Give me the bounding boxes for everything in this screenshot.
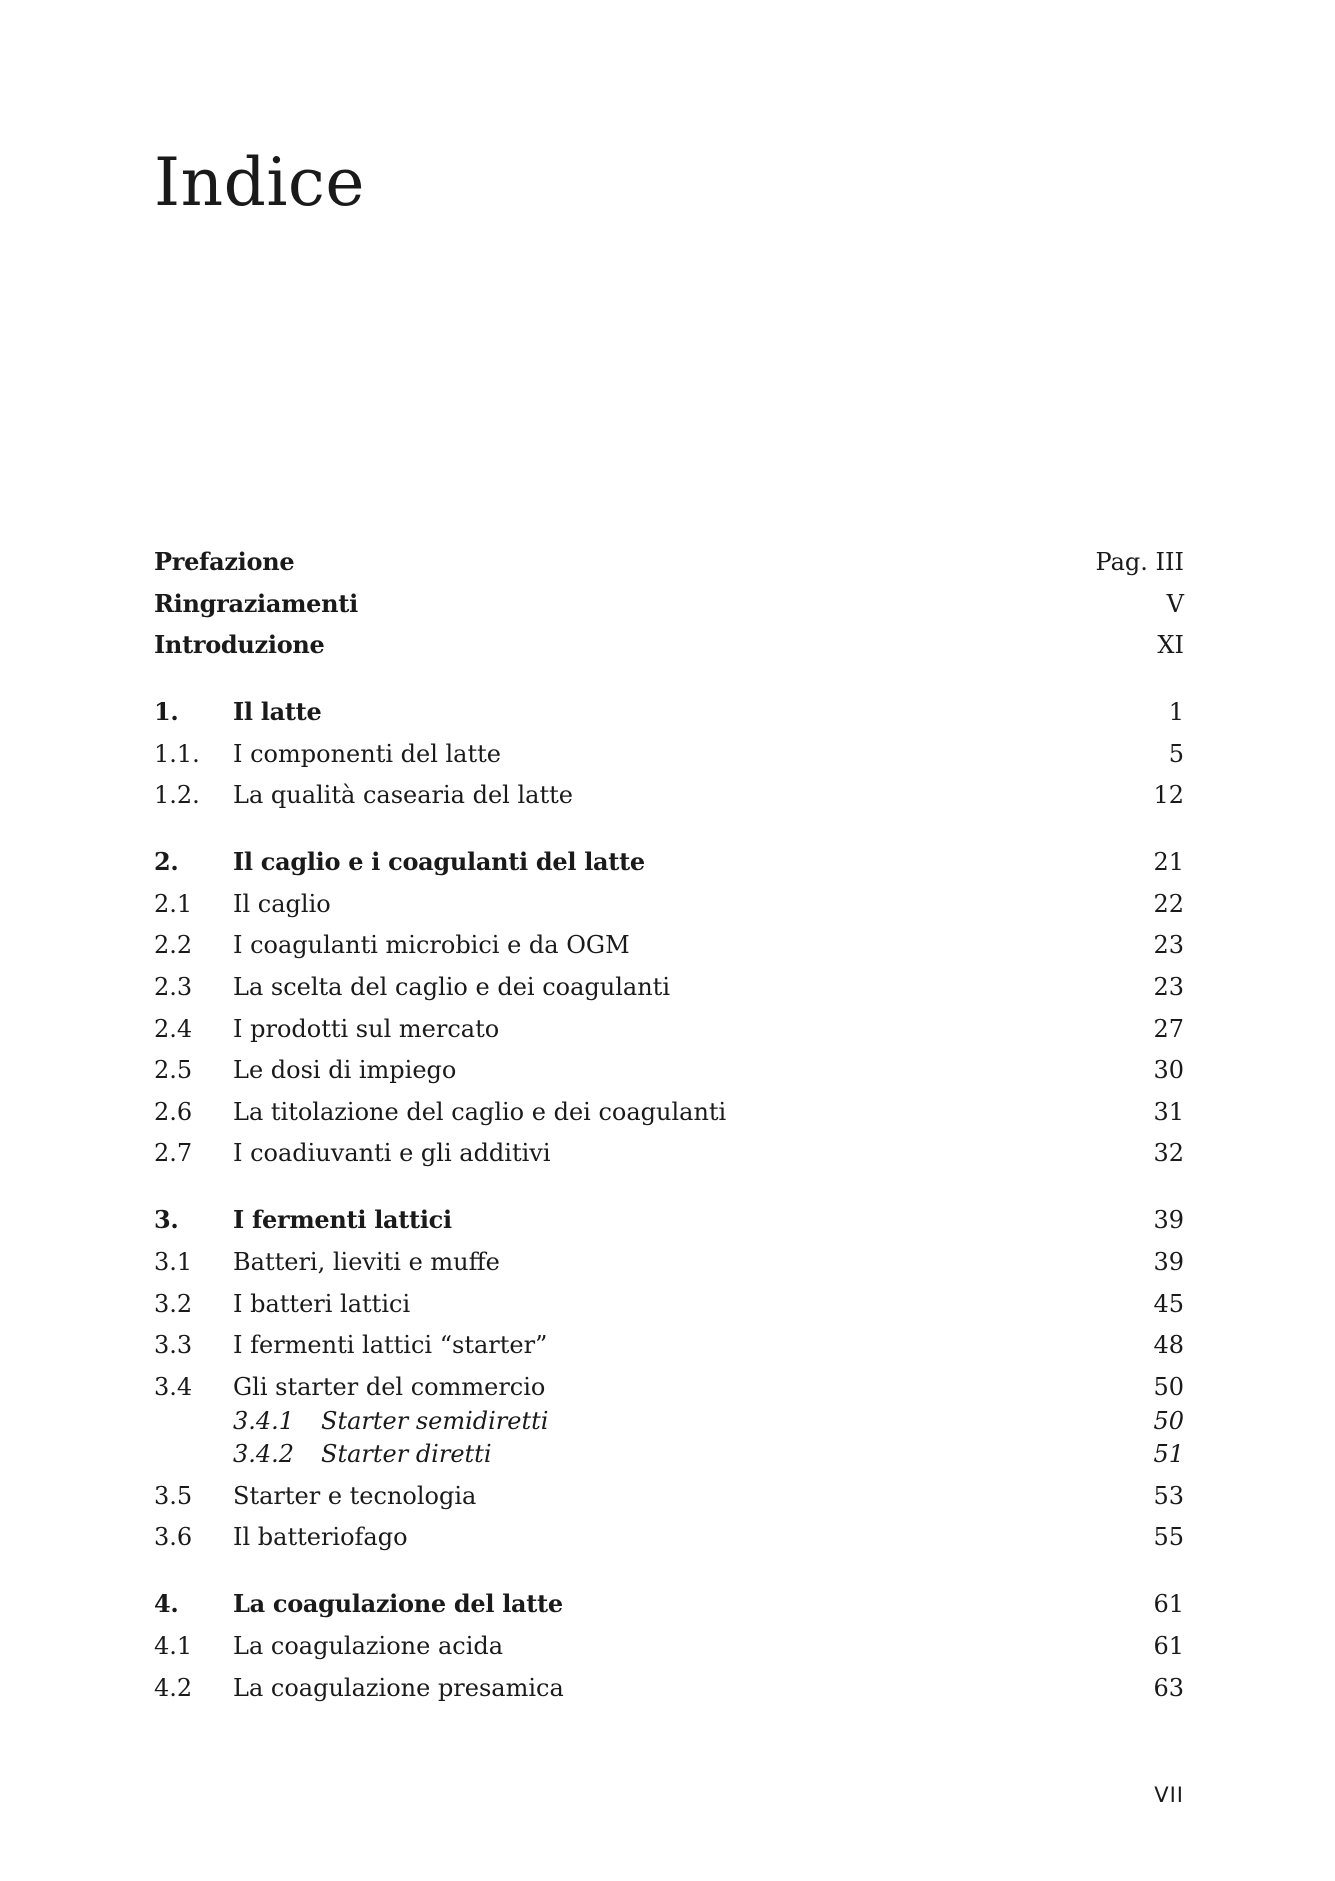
toc-entry-page: 39: [1153, 1248, 1184, 1276]
toc-entry: [154, 1671, 1184, 1705]
toc-entry-number: 1.1.: [154, 740, 200, 768]
toc-entry-title: Introduzione: [154, 630, 325, 659]
toc-entry-number: 2.: [154, 847, 179, 876]
toc-entry: [154, 1012, 1184, 1046]
toc-entry-title: Gli starter del commercio: [233, 1373, 546, 1401]
toc-entry: [154, 1053, 1184, 1087]
toc-entry-title: La coagulazione del latte: [233, 1589, 563, 1618]
toc-entry: [154, 887, 1184, 921]
toc-entry-number: 2.4: [154, 1015, 193, 1043]
toc-entry-page: 50: [1153, 1407, 1184, 1435]
toc-entry-page: 12: [1153, 781, 1184, 809]
toc-entry-number: 3.4.2: [233, 1440, 295, 1468]
toc-entry-number: 2.6: [154, 1098, 193, 1126]
toc-entry: [154, 1520, 1184, 1554]
toc-entry-page: 45: [1153, 1290, 1184, 1318]
toc-entry: [154, 1629, 1184, 1663]
toc-entry: [154, 970, 1184, 1004]
toc-entry-number: 2.1: [154, 890, 193, 918]
toc-entry-number: 3.6: [154, 1523, 193, 1551]
table-of-contents: [154, 0, 1184, 1881]
toc-entry-number: 2.5: [154, 1056, 193, 1084]
toc-entry-title: Il latte: [233, 697, 322, 726]
toc-entry-page: 63: [1153, 1674, 1184, 1702]
toc-entry-title: Ringraziamenti: [154, 589, 358, 618]
toc-entry-number: 4.2: [154, 1674, 193, 1702]
toc-entry-page: 5: [1168, 740, 1184, 768]
toc-entry-title: Prefazione: [154, 547, 295, 576]
page-title: Indice: [154, 144, 365, 221]
toc-entry-page: V: [1166, 590, 1184, 618]
toc-entry-number: 1.2.: [154, 781, 200, 809]
toc-entry-title: Le dosi di impiego: [233, 1056, 457, 1084]
toc-entry-page: 30: [1153, 1056, 1184, 1084]
toc-entry: [154, 778, 1184, 812]
toc-entry: [154, 545, 1184, 579]
toc-entry-title: I componenti del latte: [233, 740, 501, 768]
toc-entry-page: 61: [1153, 1590, 1184, 1618]
toc-entry-title: I fermenti lattici “starter”: [233, 1331, 548, 1359]
toc-entry-number: 3.3: [154, 1331, 193, 1359]
toc-entry-title: Starter e tecnologia: [233, 1482, 477, 1510]
toc-entry-number: 3.4: [154, 1373, 193, 1401]
toc-entry-title: Starter semidiretti: [321, 1407, 549, 1435]
toc-entry-page: 23: [1153, 931, 1184, 959]
toc-entry: [154, 587, 1184, 621]
toc-entry-title: Il batteriofago: [233, 1523, 408, 1551]
toc-entry-page: 1: [1168, 698, 1184, 726]
toc-entry-page: 53: [1153, 1482, 1184, 1510]
toc-entry: [154, 1404, 1184, 1438]
toc-entry-page: Pag. III: [1095, 548, 1184, 576]
toc-entry: [154, 1136, 1184, 1170]
toc-entry: [154, 845, 1184, 879]
toc-entry-number: 3.5: [154, 1482, 193, 1510]
toc-entry-title: I batteri lattici: [233, 1290, 411, 1318]
toc-entry-number: 4.: [154, 1589, 179, 1618]
toc-entry-title: Starter diretti: [321, 1440, 492, 1468]
toc-entry-page: 61: [1153, 1632, 1184, 1660]
toc-entry-title: Batteri, lieviti e muffe: [233, 1248, 500, 1276]
toc-entry: [154, 1245, 1184, 1279]
toc-entry-page: 39: [1153, 1206, 1184, 1234]
toc-entry: [154, 1370, 1184, 1404]
toc-entry-page: XI: [1157, 631, 1184, 659]
toc-entry: [154, 928, 1184, 962]
toc-entry-page: 22: [1153, 890, 1184, 918]
toc-entry: [154, 1437, 1184, 1471]
toc-entry-page: 31: [1153, 1098, 1184, 1126]
toc-entry-title: La coagulazione presamica: [233, 1674, 564, 1702]
toc-entry-title: Il caglio e i coagulanti del latte: [233, 847, 645, 876]
toc-entry: [154, 1095, 1184, 1129]
toc-entry-page: 32: [1153, 1139, 1184, 1167]
toc-entry-page: 48: [1153, 1331, 1184, 1359]
toc-entry-title: La scelta del caglio e dei coagulanti: [233, 973, 670, 1001]
page-number: VII: [1154, 1783, 1184, 1807]
toc-entry-title: I prodotti sul mercato: [233, 1015, 500, 1043]
toc-entry: [154, 1287, 1184, 1321]
toc-entry: [154, 1203, 1184, 1237]
toc-entry-page: 27: [1153, 1015, 1184, 1043]
toc-entry-page: 55: [1153, 1523, 1184, 1551]
toc-entry: [154, 628, 1184, 662]
toc-entry-number: 3.: [154, 1205, 179, 1234]
toc-entry: [154, 1587, 1184, 1621]
toc-entry-title: I coadiuvanti e gli additivi: [233, 1139, 551, 1167]
toc-entry-number: 3.1: [154, 1248, 193, 1276]
toc-entry-title: I fermenti lattici: [233, 1205, 452, 1234]
toc-entry-page: 50: [1153, 1373, 1184, 1401]
toc-entry: [154, 695, 1184, 729]
toc-entry-title: La titolazione del caglio e dei coagulanti: [233, 1098, 727, 1126]
toc-entry-number: 2.3: [154, 973, 193, 1001]
toc-entry-page: 51: [1153, 1440, 1184, 1468]
toc-entry-number: 2.2: [154, 931, 193, 959]
toc-entry-number: 3.2: [154, 1290, 193, 1318]
toc-entry-number: 2.7: [154, 1139, 193, 1167]
toc-entry-page: 23: [1153, 973, 1184, 1001]
toc-entry-title: La qualità casearia del latte: [233, 781, 573, 809]
toc-entry: [154, 1328, 1184, 1362]
toc-entry: [154, 1479, 1184, 1513]
toc-entry-number: 3.4.1: [233, 1407, 295, 1435]
toc-entry-number: 4.1: [154, 1632, 193, 1660]
toc-entry-title: La coagulazione acida: [233, 1632, 504, 1660]
toc-entry-title: Il caglio: [233, 890, 331, 918]
toc-entry-title: I coagulanti microbici e da OGM: [233, 931, 630, 959]
toc-entry-page: 21: [1153, 848, 1184, 876]
toc-entry-number: 1.: [154, 697, 179, 726]
toc-entry: [154, 737, 1184, 771]
